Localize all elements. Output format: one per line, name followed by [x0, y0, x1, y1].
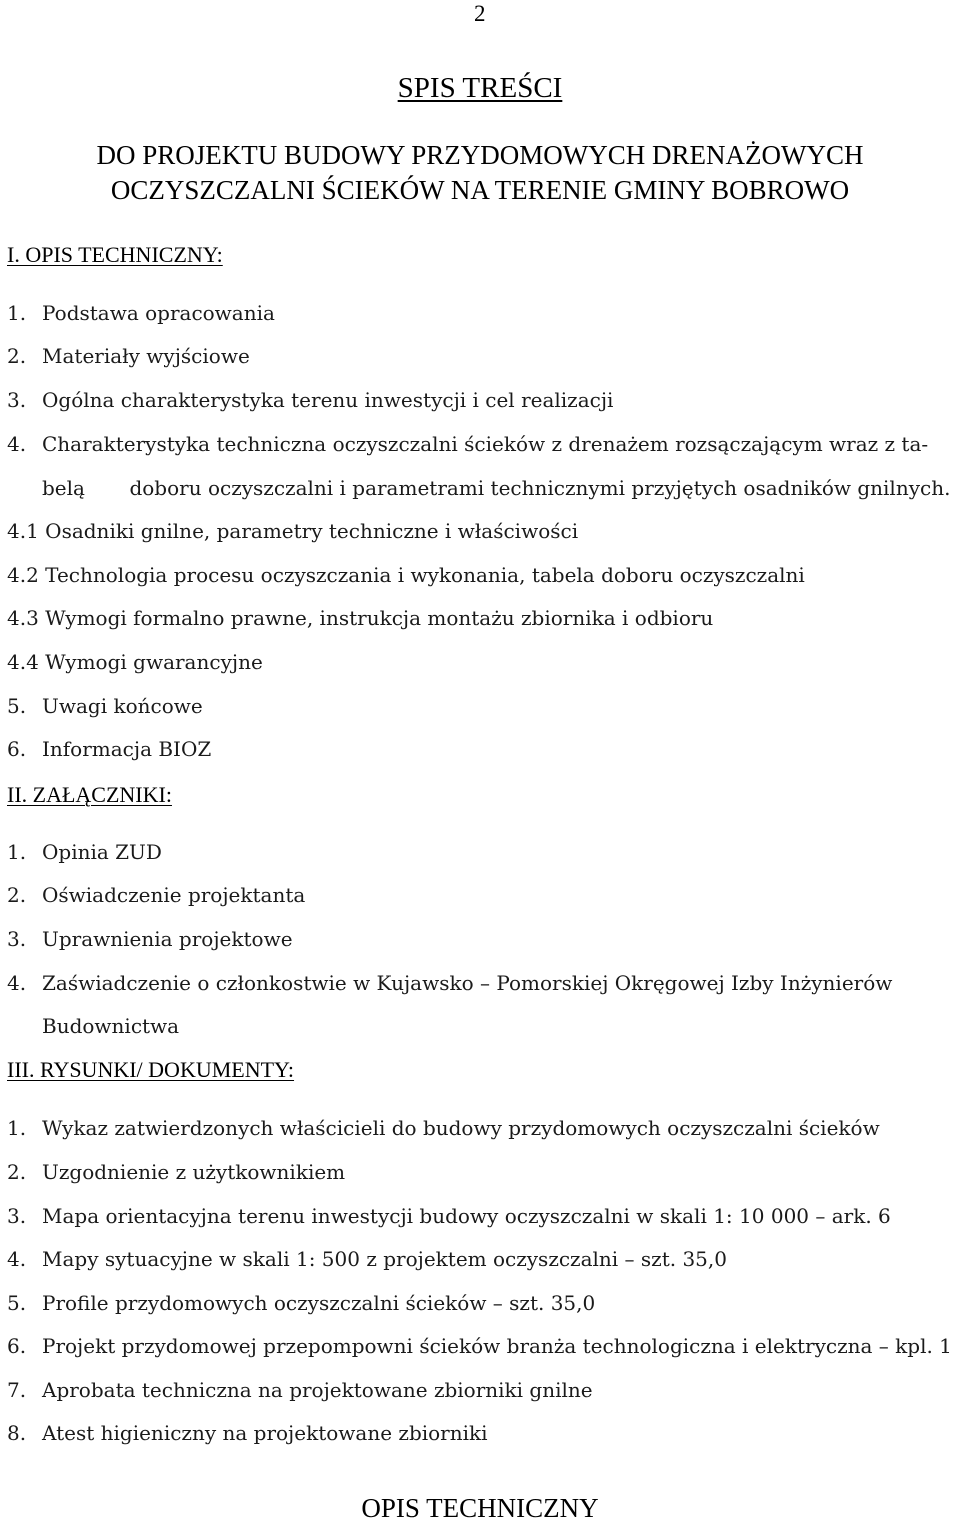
- toc-item: [7, 1293, 595, 1313]
- item-text: Uprawnienia projektowe: [42, 927, 293, 951]
- page-number: 2: [474, 1, 486, 26]
- item-text: Opinia ZUD: [42, 840, 162, 864]
- item-text: Technologia procesu oczyszczania i wykonania, tabela doboru oczyszczalni: [45, 563, 805, 587]
- item-text: Oświadczenie projektanta: [42, 883, 306, 907]
- toc-item: [7, 346, 250, 366]
- item-text: Materiały wyjściowe: [42, 344, 250, 368]
- item-text: Charakterystyka techniczna oczyszczalni ścieków z drenażem rozsączającym wraz z ta-: [42, 432, 929, 456]
- toc-title: SPIS TREŚCI: [397, 72, 563, 104]
- toc-item-continuation: belą doboru oczyszczalni i parametrami technicznymi przyjętych osadników gnilnych.: [42, 476, 951, 500]
- item-number: 1.: [7, 301, 27, 325]
- item-number: 6.: [7, 1334, 27, 1358]
- toc-item: [7, 434, 928, 454]
- item-number: 4.3: [7, 606, 39, 630]
- toc-item: [7, 1336, 952, 1356]
- next-section-title: OPIS TECHNICZNY: [361, 1493, 599, 1523]
- item-number: 5.: [7, 1291, 27, 1315]
- item-text: Wymogi formalno prawne, instrukcja montażu zbiornika i odbioru: [45, 606, 714, 630]
- toc-item: [7, 303, 275, 323]
- document-title-line-2: OCZYSZCZALNI ŚCIEKÓW NA TERENIE GMINY BOBROWO: [110, 175, 850, 205]
- item-text: Mapa orientacyjna terenu inwestycji budowy oczyszczalni w skali 1: 10 000 – ark. 6: [42, 1204, 891, 1228]
- item-number: 4.: [7, 971, 27, 995]
- item-text: Podstawa opracowania: [42, 301, 275, 325]
- item-text: Wymogi gwarancyjne: [45, 650, 263, 674]
- item-number: 4.: [7, 432, 27, 456]
- item-number: 4.: [7, 1247, 27, 1271]
- item-number: 1.: [7, 1116, 27, 1140]
- item-text: Zaświadczenie o członkostwie w Kujawsko – Pomorskiej Okręgowej Izby Inżynierów: [42, 971, 893, 995]
- item-number: 6.: [7, 737, 27, 761]
- toc-subitem: [7, 521, 578, 541]
- item-text: Profile przydomowych oczyszczalni ścieków – szt. 35,0: [42, 1291, 596, 1315]
- toc-item-continuation: Budownictwa: [42, 1014, 180, 1038]
- item-number: 4.2: [7, 563, 39, 587]
- toc-item: [7, 739, 211, 759]
- toc-item: [7, 1206, 891, 1226]
- item-text: Ogólna charakterystyka terenu inwestycji i cel realizacji: [42, 388, 614, 412]
- item-text: Atest higieniczny na projektowane zbiorniki: [42, 1421, 488, 1445]
- item-number: 2.: [7, 883, 27, 907]
- toc-subitem: [7, 565, 805, 585]
- toc-subitem: [7, 608, 713, 628]
- toc-item: [7, 696, 203, 716]
- item-text: Mapy sytuacyjne w skali 1: 500 z projektem oczyszczalni – szt. 35,0: [42, 1247, 727, 1271]
- item-number: 3.: [7, 927, 27, 951]
- item-number: 2.: [7, 344, 27, 368]
- item-number: 7.: [7, 1378, 27, 1402]
- section-heading-opis-techniczny: I. OPIS TECHNICZNY:: [7, 242, 223, 267]
- toc-item: [7, 973, 892, 993]
- item-text: Uzgodnienie z użytkownikiem: [42, 1160, 346, 1184]
- toc-subitem: [7, 652, 263, 672]
- section-heading-rysunki-dokumenty: III. RYSUNKI/ DOKUMENTY:: [7, 1057, 295, 1082]
- toc-item: [7, 929, 293, 949]
- toc-item: [7, 1249, 727, 1269]
- toc-item: [7, 1423, 488, 1443]
- item-number: 1.: [7, 840, 27, 864]
- item-number: 8.: [7, 1421, 27, 1445]
- item-number: 4.4: [7, 650, 39, 674]
- document-title-line-1: DO PROJEKTU BUDOWY PRZYDOMOWYCH DRENAŻOWYCH: [96, 140, 864, 170]
- item-text: Aprobata techniczna na projektowane zbiorniki gnilne: [42, 1378, 593, 1402]
- toc-item: [7, 1380, 593, 1400]
- item-text: Uwagi końcowe: [42, 694, 203, 718]
- toc-item: [7, 390, 613, 410]
- section-heading-zalaczniki: II. ZAŁĄCZNIKI:: [7, 782, 172, 807]
- item-number: 3.: [7, 1204, 27, 1228]
- item-number: 2.: [7, 1160, 27, 1184]
- item-number: 5.: [7, 694, 27, 718]
- item-number: 4.1: [7, 519, 39, 543]
- toc-item: [7, 842, 162, 862]
- item-text: Projekt przydomowej przepompowni ścieków branża technologiczna i elektryczna – kpl. 1: [42, 1334, 952, 1358]
- item-text: Osadniki gnilne, parametry techniczne i właściwości: [45, 519, 579, 543]
- toc-item: [7, 1118, 880, 1138]
- toc-item: [7, 885, 305, 905]
- item-text: Informacja BIOZ: [42, 737, 212, 761]
- toc-item: [7, 1162, 345, 1182]
- item-text: Wykaz zatwierdzonych właścicieli do budowy przydomowych oczyszczalni ścieków: [42, 1116, 880, 1140]
- item-number: 3.: [7, 388, 27, 412]
